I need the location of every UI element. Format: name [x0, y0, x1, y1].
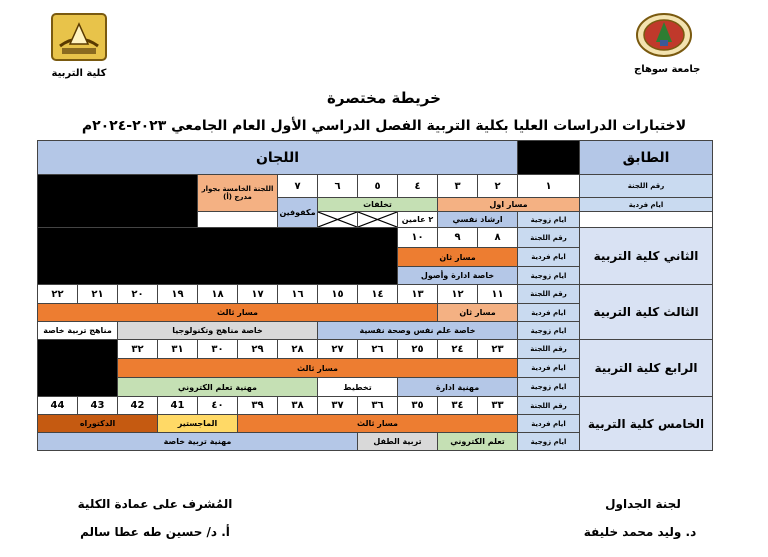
dean-supervisor-name: أ. د/ حسين طه عطا سالم	[80, 525, 230, 539]
committee-number: ٣٣	[478, 397, 518, 415]
session-cell: مسار ثالث	[118, 359, 518, 378]
committee-number: ٣٦	[358, 397, 398, 415]
committee-number: ٢٢	[38, 285, 78, 304]
committee-number: ٢	[478, 175, 518, 198]
committee-number: ١١	[478, 285, 518, 304]
row-label-even: ايام زوجية	[518, 378, 580, 397]
committee-number: ٨	[478, 228, 518, 248]
session-cell: الماجستير	[158, 415, 238, 433]
session-cell: مكفوفين	[278, 198, 318, 228]
session-cell: مسار ثان	[438, 304, 518, 322]
floor-4: الرابع كلية التربية	[580, 340, 713, 397]
unused-block	[38, 228, 398, 285]
crossed-out-cell	[318, 212, 358, 228]
session-cell: تخطيط	[318, 378, 398, 397]
row-label-num: رقم اللجنة	[518, 285, 580, 304]
row-label-even: ايام زوجية	[518, 267, 580, 285]
row-label-odd: ايام فردية	[518, 248, 580, 267]
row-label-even: ايام زوجية	[518, 212, 580, 228]
committee-number: ٢٥	[398, 340, 438, 359]
session-cell: خاصة ادارة وأصول	[398, 267, 518, 285]
committee-number: 43	[78, 397, 118, 415]
committee-number: ٥	[358, 175, 398, 198]
committee-number: 42	[118, 397, 158, 415]
committee-number: ٧	[278, 175, 318, 198]
unused-block	[38, 340, 118, 397]
committee-number: ٢٧	[318, 340, 358, 359]
committee-number: ١٠	[398, 228, 438, 248]
session-cell: مسار ثالث	[238, 415, 518, 433]
session-cell: مسار ثالث	[38, 304, 438, 322]
session-cell: مسار اول	[438, 198, 580, 212]
schedule-committee-title: لجنة الجداول	[605, 497, 681, 511]
floor-header: الطابق	[580, 141, 713, 175]
committee-number: ٣٧	[318, 397, 358, 415]
committee-number: ٣١	[158, 340, 198, 359]
session-cell: ارشاد نفسي	[438, 212, 518, 228]
committee-number: ٢٣	[478, 340, 518, 359]
session-cell: مهنية تربية خاصة	[38, 433, 358, 451]
committee-number: 44	[38, 397, 78, 415]
unused-block	[38, 175, 198, 228]
university-logo	[634, 12, 701, 75]
row-label-num: رقم اللجنة	[518, 397, 580, 415]
committee-number: ١٥	[318, 285, 358, 304]
university-caption: جامعة سوهاج	[634, 64, 701, 75]
row-label-num: رقم اللجنة	[518, 228, 580, 248]
row-label-num: رقم اللجنة	[580, 175, 713, 198]
committee-number: ٣٥	[398, 397, 438, 415]
committee-number: ٢١	[78, 285, 118, 304]
committees-header: اللجان	[38, 141, 518, 175]
committee-number: ٤	[398, 175, 438, 198]
dean-supervisor-title: المُشرف على عمادة الكلية	[77, 497, 233, 511]
row-label-odd: ايام فردية	[518, 415, 580, 433]
university-emblem-icon	[634, 12, 694, 58]
committee-number: 41	[158, 397, 198, 415]
exam-schedule-table	[37, 140, 713, 451]
floor-2: الثاني كلية التربية	[580, 228, 713, 285]
committee-number: ٢٤	[438, 340, 478, 359]
committee-number: ٣٩	[238, 397, 278, 415]
session-cell: مناهج تربية خاصة	[38, 322, 118, 340]
page-title: خريطة مختصرة	[327, 89, 441, 107]
committee-number: ٤٠	[198, 397, 238, 415]
committee-number: ١٨	[198, 285, 238, 304]
committee-number: ١٩	[158, 285, 198, 304]
session-cell: خاصة مناهج وتكنولوجيا	[118, 322, 318, 340]
committee-number: ٢٠	[118, 285, 158, 304]
committee-number: ٣٨	[278, 397, 318, 415]
committee-number: ٢٦	[358, 340, 398, 359]
committee-number: ٦	[318, 175, 358, 198]
row-label-odd: ايام فردية	[518, 359, 580, 378]
committee-number: ٣٤	[438, 397, 478, 415]
session-cell: تخلفات	[318, 198, 438, 212]
committee-number: ١٦	[278, 285, 318, 304]
session-cell: مهنية ادارة	[398, 378, 518, 397]
session-cell: خاصة علم نفس وصحة نفسية	[318, 322, 518, 340]
crossed-out-cell	[358, 212, 398, 228]
committee-number: ٢٨	[278, 340, 318, 359]
committee-number: ٣٠	[198, 340, 238, 359]
row-label-odd: ايام فردية	[518, 304, 580, 322]
floor-3: الثالث كلية التربية	[580, 285, 713, 340]
session-cell: الدكتوراه	[38, 415, 158, 433]
row-label-num: رقم اللجنة	[518, 340, 580, 359]
row-label-even: ايام زوجية	[518, 433, 580, 451]
committee-number: ١٤	[358, 285, 398, 304]
committee-number: ١٧	[238, 285, 278, 304]
committee-number: ٣٢	[118, 340, 158, 359]
header-blank	[518, 141, 580, 175]
row-label-odd: ايام فردية	[580, 198, 713, 212]
page-subtitle: لاختبارات الدراسات العليا بكلية التربية الفصل الدراسي الأول العام الجامعي ٢٠٢٣-٢٠٢٤م	[81, 118, 687, 134]
committee-number: ١٣	[398, 285, 438, 304]
session-cell: مهنية تعلم الكتروني	[118, 378, 318, 397]
floor-5: الخامس كلية التربية	[580, 397, 713, 451]
faculty-logo	[50, 12, 108, 79]
committee-5-note: اللجنة الخامسة بجوار مدرج (أ)	[198, 175, 278, 212]
committee-number: ٢٩	[238, 340, 278, 359]
session-cell: ٢ عامين	[398, 212, 438, 228]
session-cell: تربية الطفل	[358, 433, 438, 451]
session-cell: تعلم الكتروني	[438, 433, 518, 451]
session-cell: مسار ثان	[398, 248, 518, 267]
committee-number: ٣	[438, 175, 478, 198]
schedule-committee-name: د. وليد محمد خليفة	[583, 525, 697, 539]
row-label-even: ايام زوجية	[518, 322, 580, 340]
faculty-emblem-icon	[50, 12, 108, 62]
committee-number: ١٢	[438, 285, 478, 304]
faculty-caption: كلية التربية	[51, 68, 107, 79]
committee-number: ٩	[438, 228, 478, 248]
committee-number: ١	[518, 175, 580, 198]
empty-cell	[198, 212, 278, 228]
